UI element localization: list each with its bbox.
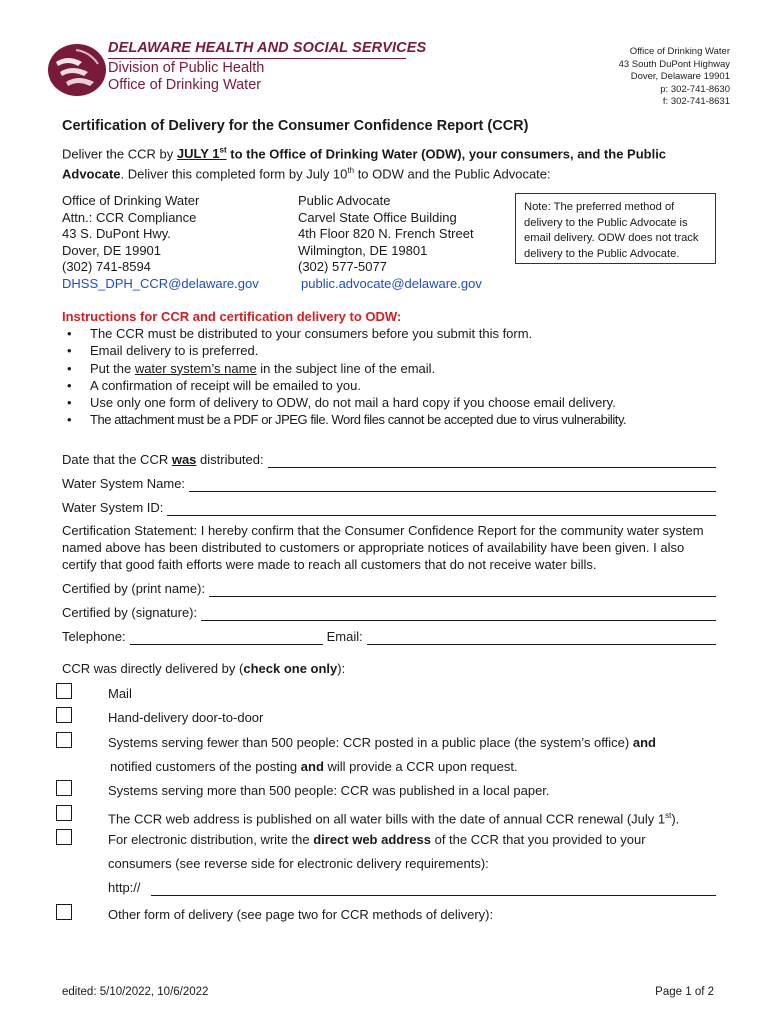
advocate-contact	[298, 193, 482, 292]
list-item: • A confirmation of receipt will be emailed to you.	[62, 377, 626, 394]
mail-option-label: Mail	[108, 686, 132, 701]
posted-public-option-label-2: notified customers of the posting and will provide a CCR upon request.	[110, 759, 518, 774]
instructions-list	[62, 325, 626, 429]
certified-signature-input[interactable]	[201, 608, 716, 621]
intro-text: Deliver the CCR by JULY 1st to the Office of Drinking Water (ODW), your consumers, and the Public Advocate. Deliver this completed form by July 10th to ODW and the Public Advocate:	[62, 146, 667, 182]
list-item: • The attachment must be a PDF or JPEG file. Word files cannot be accepted due to virus vulnerability.	[62, 411, 626, 428]
electronic-checkbox[interactable]	[56, 829, 72, 845]
odw-contact	[62, 193, 259, 292]
web-address-input[interactable]	[151, 883, 716, 896]
advocate-email-link[interactable]: public.advocate@delaware.gov	[301, 275, 482, 291]
list-item: • Use only one form of delivery to ODW, do not mail a hard copy if you choose email delivery.	[62, 394, 626, 411]
water-system-id-field	[62, 500, 716, 516]
date-distributed-field	[62, 452, 716, 468]
hand-delivery-checkbox[interactable]	[56, 707, 72, 723]
field-label: Certified by (print name):	[62, 581, 206, 596]
newspaper-checkbox[interactable]	[56, 780, 72, 796]
web-bill-option-label: The CCR web address is published on all water bills with the date of annual CCR renewal (July 1st).	[108, 811, 680, 827]
certified-print-input[interactable]	[209, 584, 716, 597]
field-label: Certified by (signature):	[62, 605, 198, 620]
field-label: http://	[108, 880, 141, 895]
field-label: Email:	[326, 629, 363, 644]
address-line: Dover, Delaware 19901	[630, 71, 730, 82]
list-item: • Put the water system’s name in the subject line of the email.	[62, 360, 626, 377]
address-line: 43 South DuPont Highway	[618, 58, 730, 70]
contact-line: 43 S. DuPont Hwy.	[62, 226, 171, 241]
other-delivery-option-label: Other form of delivery (see page two for CCR methods of delivery):	[108, 907, 494, 922]
delivery-heading: CCR was directly delivered by (check one only):	[62, 661, 346, 676]
list-item: • The CCR must be distributed to your consumers before you submit this form.	[62, 325, 626, 342]
date-distributed-input[interactable]	[268, 455, 716, 468]
field-label: Date that the CCR was distributed:	[62, 452, 264, 467]
note-box: Note: The preferred method of delivery to the Public Advocate is email delivery. ODW does not track delivery to the Public Advocate.	[515, 193, 716, 264]
email-input[interactable]	[367, 632, 716, 645]
hand-delivery-option-label: Hand-delivery door-to-door	[108, 710, 264, 725]
contact-line: Public Advocate	[298, 193, 391, 208]
header-address	[619, 46, 730, 109]
field-label: Water System ID:	[62, 500, 164, 515]
address-line: Office of Drinking Water	[629, 46, 730, 57]
dhss-logo	[46, 40, 108, 98]
electronic-option-label-2: consumers (see reverse side for electronic delivery requirements):	[108, 856, 489, 871]
water-system-id-input[interactable]	[167, 503, 716, 516]
web-address-field	[108, 880, 716, 896]
newspaper-option-label: Systems serving more than 500 people: CCR was published in a local paper.	[108, 783, 550, 798]
agency-line2: Division of Public Health	[108, 60, 265, 76]
page-title: Certification of Delivery for the Consumer Confidence Report (CCR)	[62, 118, 529, 134]
telephone-email-row	[62, 629, 716, 645]
contact-line: Office of Drinking Water	[62, 193, 200, 208]
contact-line: 4th Floor 820 N. French Street	[298, 226, 474, 241]
posted-public-option-label: Systems serving fewer than 500 people: CCR posted in a public place (the system’s office) and	[108, 735, 656, 750]
contact-line: (302) 577-5077	[298, 259, 387, 274]
field-label: Water System Name:	[62, 476, 186, 491]
certified-print-field	[62, 581, 716, 597]
mail-checkbox[interactable]	[56, 683, 72, 699]
agency-line3: Office of Drinking Water	[108, 77, 262, 93]
list-item: • Email delivery to is preferred.	[62, 342, 626, 359]
water-system-name-input[interactable]	[189, 479, 716, 492]
web-bill-checkbox[interactable]	[56, 805, 72, 821]
water-system-name-field	[62, 476, 716, 492]
address-fax: f: 302-741-8631	[662, 96, 730, 107]
contact-line: Wilmington, DE 19801	[298, 242, 428, 258]
other-delivery-checkbox[interactable]	[56, 904, 72, 920]
contact-line: Carvel State Office Building	[298, 209, 457, 225]
telephone-input[interactable]	[130, 632, 323, 645]
odw-email-link[interactable]: DHSS_DPH_CCR@delaware.gov	[62, 275, 259, 291]
contact-line: Dover, DE 19901	[62, 242, 162, 258]
contact-line: (302) 741-8594	[62, 259, 151, 274]
certified-signature-field	[62, 605, 716, 621]
agency-name	[108, 40, 426, 94]
instructions-heading: Instructions for CCR and certification delivery to ODW:	[62, 309, 402, 324]
certification-statement: Certification Statement: I hereby confirm that the Consumer Confidence Report for the community water system named above has been distributed to customers or appropriate notices of availability have been given. I also certify that good faith efforts were made to reach all customers that do not receive water bills.	[62, 523, 704, 572]
edited-date: edited: 5/10/2022, 10/6/2022	[62, 986, 209, 998]
field-label: Telephone:	[62, 629, 126, 644]
page-number: Page 1 of 2	[655, 986, 714, 998]
address-phone: p: 302-741-8630	[660, 83, 730, 95]
agency-line1: DELAWARE HEALTH AND SOCIAL SERVICES	[108, 40, 427, 56]
agency-rule	[108, 58, 406, 59]
posted-public-checkbox[interactable]	[56, 732, 72, 748]
deadline: JULY 1st	[176, 146, 227, 162]
contact-line: Attn.: CCR Compliance	[62, 209, 197, 225]
electronic-option-label: For electronic distribution, write the direct web address of the CCR that you provided to your	[108, 832, 646, 847]
